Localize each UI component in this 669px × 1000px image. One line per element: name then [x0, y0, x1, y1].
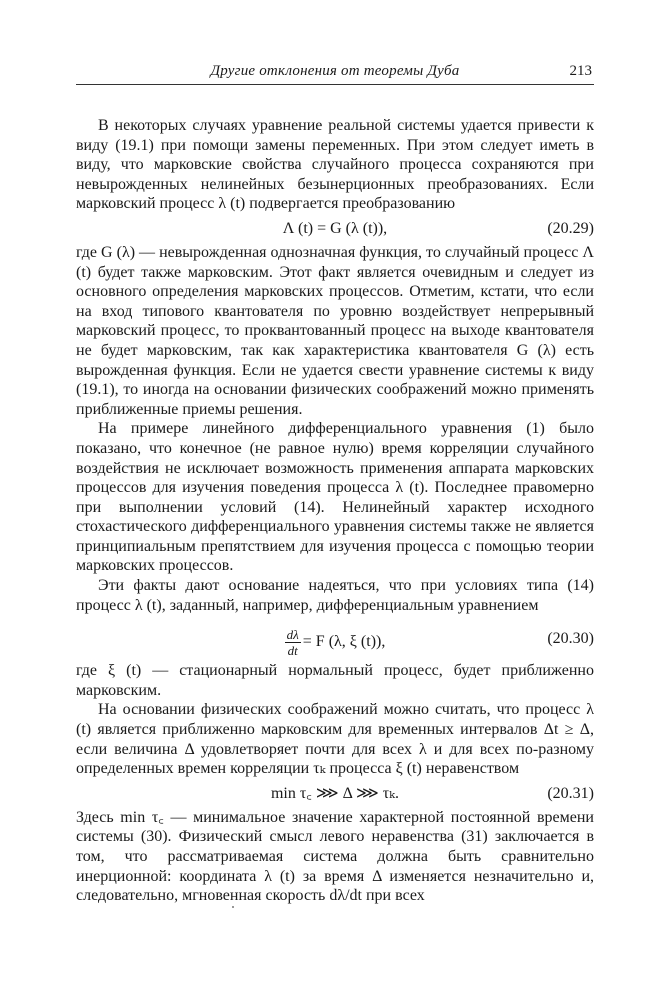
equation-20-31-formula: min τ꜀ ⋙ Δ ⋙ τₖ. [270, 784, 400, 802]
running-title: Другие отклонения от теоремы Дуба [210, 63, 460, 79]
equation-20-30-formula [76, 627, 594, 658]
body-text [76, 116, 594, 906]
paragraph-4: Эти факты дают основание надеяться, что при условиях типа (14) процесс λ (t), заданный, например, дифференциальным уравнением [76, 577, 594, 614]
derivative-fraction [285, 627, 301, 658]
equation-20-31-number: (20.31) [547, 784, 594, 802]
equation-20-31 [76, 781, 594, 806]
paragraph-3: На примере линейного дифференциального уравнения (1) было показано, что конечное (не равное нулю) время корреляции случайного воздействия не исключает возможность применения аппарата марковских процессов для изучения поведения процесса λ (t). Последнее правомерно при выполнении условий (14). Нелинейный характер исходного стохастического дифференциального уравнения системы также не является принципиальным препятствием для изучения процесса с помощью теории марковских процессов. [76, 420, 594, 575]
scan-speck [232, 906, 234, 908]
equation-20-30-number: (20.30) [547, 630, 594, 648]
equation-20-29 [76, 216, 594, 241]
running-header [76, 62, 594, 85]
page-number: 213 [569, 63, 592, 79]
fraction-denominator: dt [287, 643, 298, 659]
equation-20-30-rhs: = F (λ, ξ (t)), [302, 633, 386, 651]
paragraph-5: где ξ (t) — стационарный нормальный процесс, будет приближенно марковским. [76, 662, 594, 699]
paragraph-7: Здесь min τ꜀ — минимальное значение характерной постоянной времени системы (30). Физический смысл левого неравенства (31) заключается в том, что рассматриваемая система должна быть сравнительно инерционной: координата λ (t) за время Δ изменяется незначительно и, следовательно, мгновенная скорость dλ/dt при всех [76, 808, 594, 905]
equation-20-29-number: (20.29) [547, 219, 594, 237]
equation-20-29-formula: Λ (t) = G (λ (t)), [282, 219, 388, 237]
equation-20-30 [76, 619, 594, 659]
paragraph-6: На основании физических соображений можно считать, что процесс λ (t) является приближенно марковским для временных интервалов Δt ≥ Δ, если величина Δ удовлетворяет почти для всех λ и для всех по-разному определенных времен корреляции τₖ процесса ξ (t) неравенством [76, 701, 594, 778]
paragraph-1: В некоторых случаях уравнение реальной системы удается привести к виду (19.1) при помощи замены переменных. При этом следует иметь в виду, что марковские свойства случайного процесса сохраняются при невырожденных нелинейных безынерционных преобразованиях. Если марковский процесс λ (t) подвергается преобразованию [76, 117, 594, 213]
paragraph-2: где G (λ) — невырожденная однозначная функция, то случайный процесс Λ (t) будет также марковским. Этот факт является очевидным и следует из основного определения марковских процессов. Отметим, кстати, что если на вход типового квантователя по уровню воздействует непрерывный марковский процесс, то проквантованный процесс на выходе квантователя не будет марковским, так как характеристика квантователя G (λ) есть вырожденная функция. Если не удается свести уравнение системы к виду (19.1), то иногда на основании физических соображений можно применять приближенные приемы решения. [76, 243, 594, 418]
fraction-numerator: dλ [286, 627, 299, 643]
